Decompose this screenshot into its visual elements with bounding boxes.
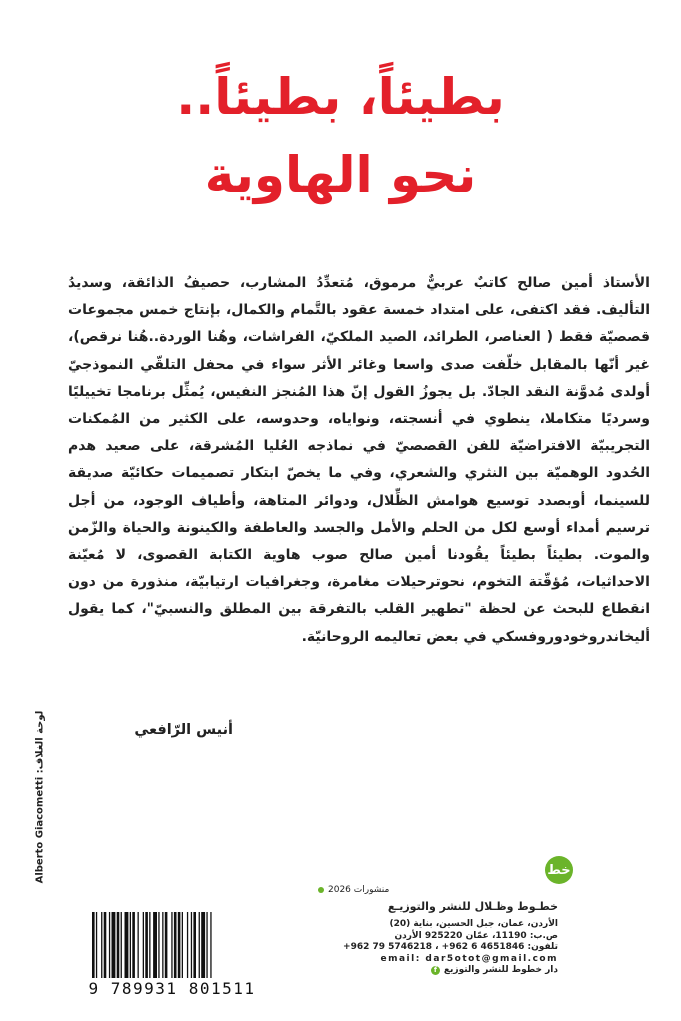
barcode-bar (104, 912, 107, 978)
barcode-bar (145, 912, 148, 978)
phone-label: تلفون: (527, 942, 558, 952)
barcode-bar (187, 912, 188, 978)
barcode-bar (143, 912, 144, 978)
barcode-bar (96, 912, 97, 978)
isbn-number: 9 789931 801511 (88, 979, 256, 998)
publisher-logo: خط (545, 856, 573, 884)
barcode-bar (132, 912, 135, 978)
edition-text: منشورات 2026 (328, 885, 390, 895)
barcode-bar (165, 912, 168, 978)
cover-art-credit-text: لوحة الغلاف: Alberto Giacometti (34, 710, 46, 884)
publisher-phones-row (300, 942, 558, 954)
isbn-barcode (88, 910, 256, 1000)
barcode-bar (125, 912, 129, 978)
barcode-bar (171, 912, 172, 978)
edition-line (318, 885, 389, 895)
cover-art-credit (30, 702, 50, 892)
barcode-bar (153, 912, 157, 978)
barcode-bar (138, 912, 139, 978)
back-cover-blurb: الأستاذ أمين صالح كاتبٌ عربيٌّ مرموق، مُتعدِّدُ المشارب، حصيفُ الذائقة، وسديدُ التأليف. فقد اكتفى، على امتداد خمسة عقود بالتَّمام والكمال، بإنتاج خمس مجموعات قصصيّة فقط ( العناصر، الطرائد، الصيد الملكيّ، الفراشات، وهُنا الوردة..هُنا نرقص)، غير أنّها بالمقابل خلّفت صدى واسعا وغائر الأثر سواء في محفل التلقّي النموذجيّ أولدى مُدوَّنة النقد الجادّ. بل يجوزُ القول إنّ هذا المُنجز النفيس، يُمثِّل برنامجا تخييليًا وسرديًا متكاملا، ينطوي في أنسجته، ونواياه، وحدوسه، على الكثير من المُمكنات التجريبيّة الافتراضيّة للفن القصصيّ في نماذجه العُليا المُشرقة، على صعيد هدم الحُدود الوهميّة بين النثري والشعري، وفي ما يخصّ ابتكار تصميمات حكائيّة صديقة للسينما، أوبصدد توسيع هوامش الظِّلال، ودوائر المتاهة، وأطياف الوجود، من أجل ترسيم أمداء أوسع لكل من الحلم والأمل والجسد والعاطفة والكينونة والحياة والزّمن والموت. بطيئاً بطيئاً يقُودنا أمين صالح صوب هاوية الكتابة القصوى، لا مُعيّنة الاحداثيات، مُؤقّتة التخوم، نحوترحيلات مغامرة، وجغرافيات ارتيابيّة، منذورة من دون انقطاع للبحث عن لحظة "تطهير القلب بالتفرقة بين المطلق والنسبيّ"، كما يقول أليخاندروخودوروفسكي في بعض تعاليمه الروحانيّة. (68, 275, 650, 645)
publisher-info (300, 900, 558, 977)
book-title-line-1: بطيئاً، بطيئاً.. (176, 68, 505, 126)
publisher-phones: +962 79 5746218 ، +962 6 4651846 (343, 942, 525, 952)
barcode-bar (182, 912, 183, 978)
blurb-author: أنيس الرّافعي (134, 722, 233, 738)
barcode-bar (121, 912, 122, 978)
barcode-bar (109, 912, 110, 978)
barcode-bar (201, 912, 205, 978)
barcode-bar (193, 912, 196, 978)
barcode-bar (191, 912, 192, 978)
barcode-bar (117, 912, 120, 978)
edition-dot-icon (318, 887, 324, 893)
barcode-bar (199, 912, 200, 978)
publisher-facebook: دار خطوط للنشر والتوزيع (443, 965, 558, 975)
barcode-bar (210, 912, 211, 978)
barcode-bar (162, 912, 163, 978)
publisher-email[interactable]: email: dar5otot@gmail.com (380, 953, 558, 964)
barcode-bar (92, 912, 95, 978)
barcode-bar (149, 912, 150, 978)
barcode-bar (101, 912, 102, 978)
barcode-bar (158, 912, 159, 978)
barcode-bar (112, 912, 116, 978)
barcode-bars (88, 910, 256, 982)
barcode-bar (130, 912, 131, 978)
publisher-facebook-row[interactable] (300, 965, 558, 977)
book-title-line-2: نحو الهاوية (204, 146, 477, 204)
publisher-address: الأردن، عمان، جبل الحسين، بناية (20) (389, 919, 558, 929)
facebook-icon: f (431, 966, 440, 975)
barcode-bar (206, 912, 207, 978)
barcode-bar (174, 912, 177, 978)
publisher-name: خطـوط وظـلال للنشر والتوزيـع (387, 900, 558, 913)
barcode-bar (178, 912, 181, 978)
publisher-po-box: ص.ب: 11190، عمّان 925220 الأردن (394, 930, 558, 941)
